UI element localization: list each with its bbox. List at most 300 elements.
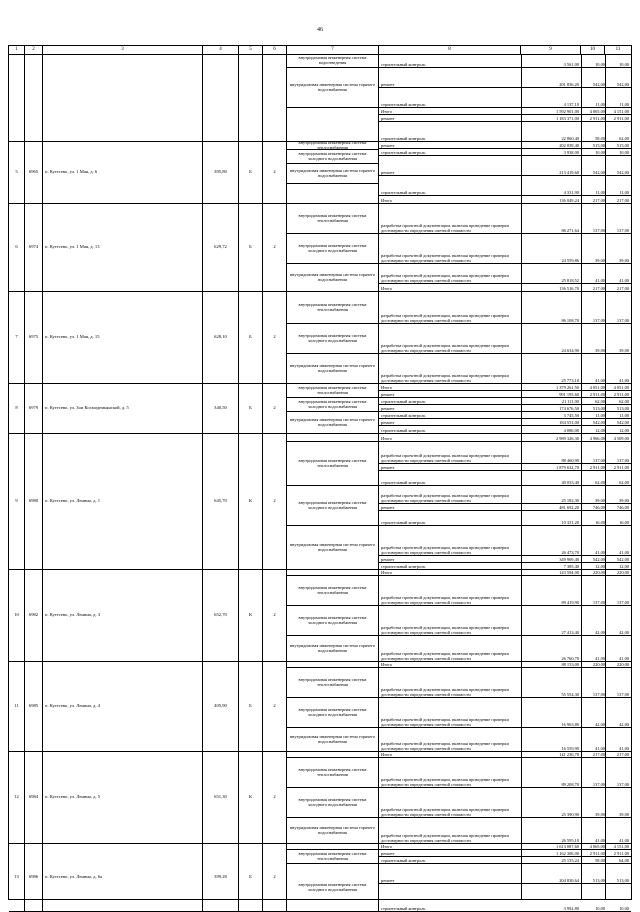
work-description: разработка проектной документации, включая проведение проверки достоверности определения сметной стоимости: [381, 545, 509, 555]
engineering-system: [287, 184, 379, 204]
max-unit-cost: 515,00: [616, 143, 629, 148]
engineering-system: внутридомовая инженерная система теплоснабжения: [287, 142, 379, 150]
work-description: строительный контроль: [381, 136, 426, 141]
work-description: строительный контроль: [381, 564, 426, 569]
work-description: ремонт: [381, 465, 395, 470]
table-row: [9, 570, 631, 662]
unit-cost: 542,00: [592, 557, 605, 562]
work-line: [379, 324, 631, 354]
work-line: [379, 196, 631, 204]
max-unit-cost: 4 151,00: [613, 109, 629, 114]
max-unit-cost: 41,00: [619, 838, 629, 843]
unit-cost: 16,00: [595, 520, 605, 525]
work-line: [379, 606, 631, 636]
engineering-system: внутридомовая инженерная система теплоснабжения: [287, 576, 379, 606]
cell-no: 13: [9, 844, 25, 911]
work-cost: 88 460,90: [561, 458, 579, 463]
work-description: Итого: [381, 198, 393, 203]
cell-cat: Б: [239, 292, 263, 383]
work-description: Итого: [381, 752, 393, 757]
work-description: разработка проектной документации, включая проведение проверки достоверности определения сметной стоимости: [381, 741, 509, 751]
cell-no: 8: [9, 384, 25, 433]
cell-area: 399,28: [203, 844, 239, 911]
work-cost: 86 271,64: [561, 228, 579, 233]
work-description: строительный контроль: [381, 62, 426, 67]
unit-cost: 41,00: [595, 278, 605, 283]
max-unit-cost: 41,00: [619, 550, 629, 555]
max-unit-cost: 62,00: [619, 399, 629, 404]
max-unit-cost: 137,00: [616, 692, 629, 697]
engineering-system: внутридомовая инженерная система холодного водоснабжения: [287, 398, 379, 412]
table-row: [9, 292, 631, 384]
max-unit-cost: 4 509,00: [613, 436, 629, 441]
cell-no: 10: [9, 570, 25, 661]
work-line: [379, 176, 631, 196]
unit-cost: 2 911,00: [589, 116, 605, 121]
work-description: ремонт: [381, 170, 395, 175]
cell-no: [9, 54, 25, 141]
unit-cost: 41,00: [595, 378, 605, 383]
cell-floors: 2: [263, 662, 287, 751]
work-cost: 25 390,90: [561, 812, 579, 817]
unit-cost: 2 911,00: [589, 851, 605, 856]
cell-cat: [239, 54, 263, 141]
work-cost: 349 969,40: [559, 557, 579, 562]
cell-code: 6975: [25, 292, 43, 383]
column-divider: [605, 54, 606, 899]
work-cost: 26 595,10: [561, 838, 579, 843]
unit-cost: 137,00: [592, 782, 605, 787]
cell-area: 395,80: [203, 142, 239, 203]
unit-cost: 41,00: [595, 656, 605, 661]
engineering-system: внутридомовая инженерная система холодного водоснабжения: [287, 788, 379, 818]
work-line: [379, 354, 631, 384]
work-line: [379, 115, 631, 122]
work-cost: 10 331,20: [561, 520, 579, 525]
work-description: ремонт: [381, 392, 395, 397]
work-cost: 3 745,50: [563, 413, 579, 418]
work-description: ремонт: [381, 878, 395, 883]
work-description: ремонт: [381, 557, 395, 562]
work-line: [379, 122, 631, 142]
engineering-system: [287, 434, 379, 442]
work-line: [379, 486, 631, 504]
works-table: [8, 45, 632, 911]
work-line: [379, 636, 631, 662]
engineering-system: внутридомовая инженерная система холодного водоснабжения: [287, 324, 379, 354]
work-cost: 202 039,40: [559, 143, 579, 148]
work-cost: 3 938,00: [563, 150, 579, 155]
work-cost: 25 818,52: [561, 278, 579, 283]
cell-floors: 2: [263, 204, 287, 291]
work-line: [379, 504, 631, 511]
work-description: разработка проектной документации, включая проведение проверки достоверности определения сметной стоимости: [381, 595, 509, 605]
work-line: [379, 864, 631, 884]
engineering-system: внутридомовая инженерная система теплоснабжения: [287, 204, 379, 234]
max-unit-cost: 12,00: [619, 428, 629, 433]
cell-floors: 2: [263, 384, 287, 433]
unit-cost: 2 911,00: [589, 465, 605, 470]
max-unit-cost: 137,00: [616, 228, 629, 233]
work-cost: 143 594,00: [559, 570, 579, 575]
engineering-system: внутридомовая инженерная система горячего водоснабжения: [287, 728, 379, 752]
work-description: разработка проектной документации, включая проведение проверки достоверности определения сметной стоимости: [381, 777, 509, 787]
work-cost: 21 111,00: [561, 399, 579, 404]
cell-code: 6985: [25, 662, 43, 751]
cell-no: 7: [9, 292, 25, 383]
cell-address: п. Кугесево, ул. 1 Мая, д. 6: [43, 142, 203, 203]
work-description: разработка проектной документации, включая проведение проверки достоверности определения сметной стоимости: [381, 717, 509, 727]
unit-cost: 137,00: [592, 458, 605, 463]
max-unit-cost: 137,00: [616, 782, 629, 787]
cell-area: 628,10: [203, 292, 239, 383]
work-description: разработка проектной документации, включая проведение проверки достоверности определения сметной стоимости: [381, 313, 509, 323]
work-line: [379, 464, 631, 471]
work-line: [379, 850, 631, 857]
unit-cost: 217,00: [592, 286, 605, 291]
work-cost: 184 551,00: [559, 420, 579, 425]
table-row: [9, 204, 631, 292]
engineering-system: внутридомовая инженерная система горячего водоснабжения: [287, 526, 379, 570]
work-description: Итого: [381, 844, 393, 849]
unit-cost: 41,00: [595, 838, 605, 843]
max-unit-cost: 542,00: [616, 82, 629, 87]
unit-cost: 62,00: [595, 480, 605, 485]
max-unit-cost: 39,00: [619, 812, 629, 817]
work-cost: 141 230,70: [559, 752, 579, 757]
unit-cost: 137,00: [592, 692, 605, 697]
cell-cat: К: [239, 752, 263, 843]
work-line: [379, 398, 631, 405]
table-row: [9, 384, 631, 434]
work-line: [379, 818, 631, 844]
cell-floors: 2: [263, 142, 287, 203]
max-unit-cost: 137,00: [616, 458, 629, 463]
work-cost: 1 162 306,00: [555, 851, 579, 856]
work-line: [379, 788, 631, 818]
max-unit-cost: 542,00: [616, 420, 629, 425]
unit-cost: 39,00: [595, 498, 605, 503]
max-unit-cost: 217,00: [616, 752, 629, 757]
table-row: [9, 54, 631, 142]
unit-cost: 137,00: [592, 228, 605, 233]
max-unit-cost: 137,00: [616, 600, 629, 605]
unit-cost: 542,00: [592, 82, 605, 87]
unit-cost: 4 065,00: [589, 844, 605, 849]
max-unit-cost: 62,00: [619, 480, 629, 485]
cell-code: 6980: [25, 434, 43, 569]
cell-code: 6982: [25, 570, 43, 661]
work-description: строительный контроль: [381, 520, 426, 525]
cell-code: 6984: [25, 752, 43, 843]
work-line: [379, 68, 631, 88]
work-cost: 4 331,90: [563, 190, 579, 195]
max-unit-cost: 4 051,00: [613, 385, 629, 390]
cell-floors: 2: [263, 752, 287, 843]
unit-cost: 542,00: [592, 170, 605, 175]
cell-code: 6986: [25, 844, 43, 911]
engineering-system: внутридомовая инженерная система горячего водоснабжения: [287, 164, 379, 184]
header-cell: 6: [263, 46, 287, 54]
max-unit-cost: 11,00: [619, 190, 629, 195]
cell-address: п. Кугесево, ул. Ленина, д. 5: [43, 752, 203, 843]
work-description: разработка проектной документации, включая проведение проверки достоверности определения сметной стоимости: [381, 373, 509, 383]
work-description: ремонт: [381, 116, 395, 121]
engineering-system: внутридомовая инженерная система горячего водоснабжения: [287, 264, 379, 292]
work-line: [379, 556, 631, 563]
cell-floors: 2: [263, 292, 287, 383]
max-unit-cost: 220,00: [616, 662, 629, 667]
engineering-system: внутридомовая инженерная система горячего водоснабжения: [287, 818, 379, 844]
cell-area: 405,90: [203, 662, 239, 751]
unit-cost: 11,00: [595, 190, 605, 195]
work-description: разработка проектной документации, включая проведение проверки достоверности определения сметной стоимости: [381, 651, 509, 661]
cell-no: 11: [9, 662, 25, 751]
engineering-system: внутридомовая инженерная система холодного водоснабжения: [287, 150, 379, 164]
work-cost: 86 108,70: [561, 318, 579, 323]
max-unit-cost: 4 151,00: [613, 844, 629, 849]
header-cell: 4: [203, 46, 239, 54]
unit-cost: 12,00: [595, 428, 605, 433]
engineering-system: внутридомовая инженерная система холодного водоснабжения: [287, 234, 379, 264]
cell-area: 651,30: [203, 752, 239, 843]
cell-code: [25, 54, 43, 141]
work-description: разработка проектной документации, включая проведение проверки достоверности определения сметной стоимости: [381, 253, 509, 263]
work-description: ремонт: [381, 505, 395, 510]
unit-cost: 39,00: [595, 348, 605, 353]
engineering-system: внутридомовая инженерная система горячего водоснабжения: [287, 68, 379, 108]
work-line: [379, 434, 631, 442]
engineering-system: внутридомовая инженерная система холодного водоснабжения: [287, 864, 379, 912]
cell-code: 6965: [25, 142, 43, 203]
unit-cost: 62,00: [595, 399, 605, 404]
work-description: Итого: [381, 385, 393, 390]
work-cost: 1 183 371,00: [555, 116, 579, 121]
work-description: строительный контроль: [381, 480, 426, 485]
unit-cost: 220,00: [592, 662, 605, 667]
work-line: [379, 857, 631, 864]
unit-cost: 39,00: [595, 258, 605, 263]
column-divider: [581, 54, 582, 899]
work-description: строительный контроль: [381, 906, 426, 911]
unit-cost: 42,00: [595, 722, 605, 727]
header-cell: 10: [581, 46, 605, 54]
work-description: Итого: [381, 286, 393, 291]
max-unit-cost: 2 911,00: [613, 465, 629, 470]
work-description: строительный контроль: [381, 858, 426, 863]
work-description: строительный контроль: [381, 150, 426, 155]
work-cost: 27 413,40: [561, 630, 579, 635]
unit-cost: 2 911,00: [589, 392, 605, 397]
work-description: ремонт: [381, 420, 395, 425]
work-cost: 4 086,00: [563, 428, 579, 433]
engineering-system: внутридомовая инженерная система водоотведения: [287, 54, 379, 68]
unit-cost: 4 966,00: [589, 436, 605, 441]
work-description: Итого: [381, 109, 393, 114]
work-line: [379, 264, 631, 284]
cell-floors: [263, 54, 287, 141]
table-row: [9, 844, 631, 912]
work-description: разработка проектной документации, включая проведение проверки достоверности определения сметной стоимости: [381, 625, 509, 635]
work-line: [379, 391, 631, 398]
cell-floors: 2: [263, 570, 287, 661]
work-cost: 481 692,20: [559, 505, 579, 510]
engineering-system: внутридомовая инженерная система горячего водоснабжения: [287, 412, 379, 434]
cell-no: 12: [9, 752, 25, 843]
max-unit-cost: 64,00: [619, 858, 629, 863]
max-unit-cost: 10,00: [619, 906, 629, 911]
work-description: разработка проектной документации, включая проведение проверки достоверности определения сметной стоимости: [381, 343, 509, 353]
max-unit-cost: 62,00: [619, 136, 629, 141]
unit-cost: 220,00: [592, 570, 605, 575]
work-line: [379, 405, 631, 412]
unit-cost: 11,00: [595, 413, 605, 418]
cell-cat: К: [239, 434, 263, 569]
work-description: разработка проектной документации, включая проведение проверки достоверности определения сметной стоимости: [381, 223, 509, 233]
work-cost: 1 879 632,70: [555, 465, 579, 470]
header-cell: 9: [521, 46, 581, 54]
cell-cat: Б: [239, 662, 263, 751]
work-cost: 89 208,70: [561, 782, 579, 787]
work-cost: 201 836,20: [559, 82, 579, 87]
work-line: [379, 88, 631, 108]
work-description: ремонт: [381, 82, 395, 87]
cell-no: 9: [9, 434, 25, 569]
work-line: [379, 442, 631, 464]
unit-cost: 10,00: [595, 906, 605, 911]
work-cost: 3 561,00: [563, 62, 579, 67]
cell-address: п. Кугесево, ул. Ленина, д. 6а: [43, 844, 203, 911]
cell-code: 6979: [25, 384, 43, 433]
work-description: разработка проектной документации, включая проведение проверки достоверности определения сметной стоимости: [381, 687, 509, 697]
work-description: строительный контроль: [381, 190, 426, 195]
work-line: [379, 758, 631, 788]
work-line: [379, 728, 631, 752]
unit-cost: 513,00: [592, 878, 605, 883]
work-cost: 26 473,70: [561, 550, 579, 555]
unit-cost: 137,00: [592, 318, 605, 323]
table-row: [9, 662, 631, 752]
work-description: строительный контроль: [381, 102, 426, 107]
max-unit-cost: 12,00: [619, 564, 629, 569]
work-cost: 204 830,64: [559, 878, 579, 883]
cell-area: 645,70: [203, 434, 239, 569]
work-description: Итого: [381, 662, 393, 667]
max-unit-cost: 137,00: [616, 318, 629, 323]
engineering-system: внутридомовая инженерная система холодного водоснабжения: [287, 606, 379, 636]
table-row: [9, 434, 631, 570]
cell-address: п. Кугесево, ул. 1 Мая, д. 13: [43, 204, 203, 291]
unit-cost: 217,00: [592, 198, 605, 203]
cell-address: [43, 54, 203, 141]
work-cost: 25 773,10: [561, 378, 579, 383]
cell-area: [203, 54, 239, 141]
max-unit-cost: 10,00: [619, 150, 629, 155]
work-cost: 25 155,24: [561, 858, 579, 863]
work-line: [379, 108, 631, 115]
engineering-system: внутридомовая инженерная система холодного водоснабжения: [287, 486, 379, 526]
max-unit-cost: 220,00: [616, 570, 629, 575]
cell-address: п. Кугесево, ул. Ленина, д. 1: [43, 434, 203, 569]
cell-code: 6974: [25, 204, 43, 291]
column-divider: [521, 54, 522, 899]
max-unit-cost: 2 911,00: [613, 392, 629, 397]
max-unit-cost: 542,00: [616, 557, 629, 562]
work-line: [379, 284, 631, 292]
max-unit-cost: 41,00: [619, 278, 629, 283]
cell-no: 6: [9, 204, 25, 291]
unit-cost: 4 065,00: [589, 109, 605, 114]
unit-cost: 41,00: [595, 550, 605, 555]
max-unit-cost: 41,00: [619, 746, 629, 751]
work-cost: 22 860,40: [561, 136, 579, 141]
cell-floors: 2: [263, 434, 287, 569]
header-cell: 5: [239, 46, 263, 54]
cell-cat: Б: [239, 844, 263, 911]
work-cost: 3 992,80: [563, 906, 579, 911]
cell-area: 629,72: [203, 204, 239, 291]
work-cost: 40 033,40: [561, 480, 579, 485]
unit-cost: 513,00: [592, 406, 605, 411]
unit-cost: 58,00: [595, 858, 605, 863]
unit-cost: 12,00: [595, 564, 605, 569]
cell-cat: Б: [239, 384, 263, 433]
work-line: [379, 234, 631, 264]
unit-cost: 39,00: [595, 812, 605, 817]
engineering-system: [287, 108, 379, 142]
work-description: Итого: [381, 570, 393, 575]
table-row: [9, 752, 631, 844]
max-unit-cost: 42,00: [619, 722, 629, 727]
work-description: ремонт: [381, 406, 395, 411]
work-line: [379, 156, 631, 176]
max-unit-cost: 41,00: [619, 656, 629, 661]
work-line: [379, 149, 631, 156]
max-unit-cost: 11,00: [619, 413, 629, 418]
work-line: [379, 511, 631, 526]
work-line: [379, 204, 631, 234]
work-line: [379, 426, 631, 434]
engineering-system: внутридомовая инженерная система теплоснабжения: [287, 850, 379, 864]
work-description: строительный контроль: [381, 413, 426, 418]
cell-address: п. Кугесево, ул. Ленина, д. 3: [43, 570, 203, 661]
work-description: разработка проектной документации, включая проведение проверки достоверности определения сметной стоимости: [381, 807, 509, 817]
unit-cost: 10,00: [595, 150, 605, 155]
work-line: [379, 576, 631, 606]
engineering-system: внутридомовая инженерная система холодного водоснабжения: [287, 698, 379, 728]
max-unit-cost: 513,00: [616, 406, 629, 411]
work-cost: 991 195,60: [559, 392, 579, 397]
cell-address: п. Кугесево, ул. Ленина, д. 4: [43, 662, 203, 751]
work-cost: 4 137,10: [563, 102, 579, 107]
work-line: [379, 54, 631, 68]
work-cost: 26 760,70: [561, 656, 579, 661]
max-unit-cost: 542,00: [616, 170, 629, 175]
page-number: 46: [317, 27, 323, 33]
max-unit-cost: 746,00: [616, 505, 629, 510]
max-unit-cost: 39,00: [619, 498, 629, 503]
engineering-system: внутридомовая инженерная система теплоснабжения: [287, 668, 379, 698]
work-cost: 89 419,90: [561, 600, 579, 605]
unit-cost: 515,00: [592, 143, 605, 148]
cell-area: 340,50: [203, 384, 239, 433]
unit-cost: 542,00: [592, 420, 605, 425]
header-cell: 3: [43, 46, 203, 54]
max-unit-cost: 217,00: [616, 286, 629, 291]
work-cost: 24 559,86: [561, 258, 579, 263]
table-row: [9, 139, 631, 204]
work-line: [379, 526, 631, 556]
